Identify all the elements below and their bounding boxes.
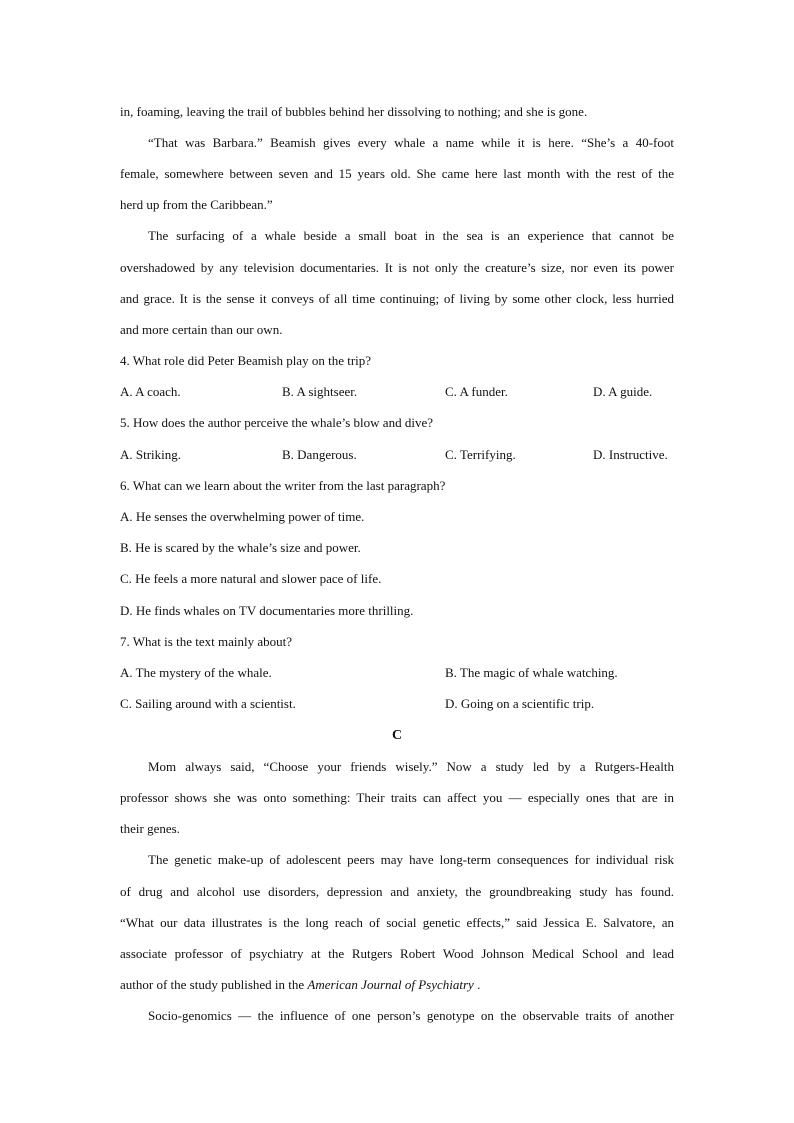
paragraph-line: “What our data illustrates is the long reach of social genetic effects,” said Jessica E. Salvatore, an xyxy=(120,915,674,930)
paragraph-line: professor shows she was onto something: Their traits can affect you — especially ones that are in xyxy=(120,790,674,805)
option-b: B. The magic of whale watching. xyxy=(445,665,618,680)
question-stem: 4. What role did Peter Beamish play on the trip? xyxy=(120,353,372,368)
option-b: B. Dangerous. xyxy=(282,447,357,462)
option-a: A. A coach. xyxy=(120,384,181,399)
option-d: D. He finds whales on TV documentaries more thrilling. xyxy=(120,603,414,618)
paragraph-line: The surfacing of a whale beside a small boat in the sea is an experience that cannot be xyxy=(148,228,674,243)
option-c: C. Sailing around with a scientist. xyxy=(120,696,296,711)
paragraph-line: The genetic make-up of adolescent peers may have long-term consequences for individual risk xyxy=(148,852,674,867)
section-heading: C xyxy=(391,728,403,743)
option-d: D. Instructive. xyxy=(593,447,668,462)
option-b: B. He is scared by the whale’s size and power. xyxy=(120,540,361,555)
option-c: C. A funder. xyxy=(445,384,508,399)
option-c: C. Terrifying. xyxy=(445,447,516,462)
paragraph-line: female, somewhere between seven and 15 years old. She came here last month with the rest of the xyxy=(120,166,674,181)
option-d: D. A guide. xyxy=(593,384,653,399)
option-c: C. He feels a more natural and slower pace of life. xyxy=(120,571,382,586)
paragraph-line: in, foaming, leaving the trail of bubbles behind her dissolving to nothing; and she is gone. xyxy=(120,104,588,119)
paragraph-line: their genes. xyxy=(120,821,180,836)
question-stem: 6. What can we learn about the writer from the last paragraph? xyxy=(120,478,446,493)
journal-title: American Journal of Psychiatry xyxy=(307,977,474,992)
option-a: A. Striking. xyxy=(120,447,182,462)
option-a: A. The mystery of the whale. xyxy=(120,665,272,680)
option-a: A. He senses the overwhelming power of time. xyxy=(120,509,365,524)
paragraph-line: and more certain than our own. xyxy=(120,322,283,337)
paragraph-line: associate professor of psychiatry at the Rutgers Robert Wood Johnson Medical School and lead xyxy=(120,946,674,961)
paragraph-line: overshadowed by any television documentaries. It is not only the creature’s size, nor even its power xyxy=(120,260,674,275)
paragraph-line: “That was Barbara.” Beamish gives every whale a name while it is here. “She’s a 40-foot xyxy=(148,135,674,150)
paragraph-line: Socio-genomics — the influence of one person’s genotype on the observable traits of another xyxy=(148,1008,674,1023)
paragraph-line: herd up from the Caribbean.” xyxy=(120,197,273,212)
paragraph-line: Mom always said, “Choose your friends wisely.” Now a study led by a Rutgers-Health xyxy=(148,759,674,774)
option-d: D. Going on a scientific trip. xyxy=(445,696,595,711)
question-stem: 5. How does the author perceive the whale’s blow and dive? xyxy=(120,415,433,430)
paragraph-line: and grace. It is the sense it conveys of all time continuing; of living by some other clock, less hurried xyxy=(120,291,674,306)
text-run: author of the study published in the xyxy=(120,977,308,992)
paragraph-line: of drug and alcohol use disorders, depression and anxiety, the groundbreaking study has found. xyxy=(120,884,674,899)
paragraph-line xyxy=(120,977,674,993)
text-run: . xyxy=(473,977,481,992)
question-stem: 7. What is the text mainly about? xyxy=(120,634,292,649)
option-b: B. A sightseer. xyxy=(282,384,358,399)
